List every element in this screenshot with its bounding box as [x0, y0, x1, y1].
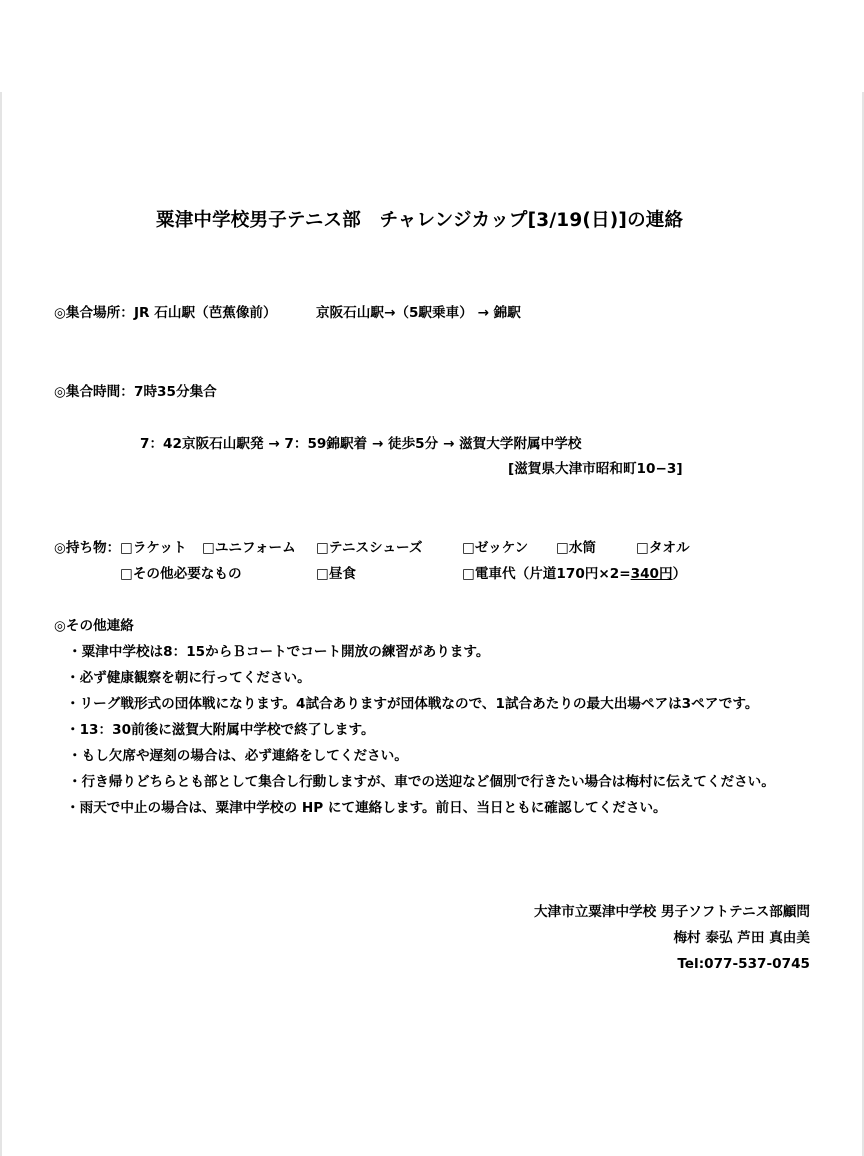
- notice-item: ・リーグ戦形式の団体戦になります。4試合ありますが団体戦なので、1試合あたりの最大出場ペアは3ペアです。: [66, 696, 759, 712]
- belonging-item: □その他必要なもの: [120, 566, 242, 582]
- train-fare-total: 340円: [630, 566, 673, 582]
- meeting-place-route: 京阪石山駅→（5駅乗車） → 錦駅: [316, 305, 521, 321]
- signature-school: 大津市立粟津中学校 男子ソフトテニス部顧問: [533, 904, 810, 920]
- train-fare-suffix: ）: [672, 566, 687, 582]
- meeting-schedule: 7：42京阪石山駅発 → 7：59錦駅着 → 徒歩5分 → 滋賀大学附属中学校: [140, 436, 582, 452]
- belonging-item: □ラケット: [120, 540, 187, 556]
- other-notices-label: ◎その他連絡: [54, 618, 134, 634]
- signature-advisors: 梅村 泰弘 芦田 真由美: [673, 930, 810, 946]
- belonging-item: □タオル: [636, 540, 690, 556]
- belonging-item: □水筒: [556, 540, 597, 556]
- belongings-label: ◎持ち物：: [54, 540, 121, 556]
- meeting-time-value: 7時35分集合: [134, 384, 217, 400]
- belonging-item: □ユニフォーム: [202, 540, 296, 556]
- notice-item: ・行き帰りどちらとも部として集合し行動しますが、車での送迎など個別で行きたい場合は梅村に伝えてください。: [68, 774, 775, 790]
- train-fare-item: [462, 568, 686, 582]
- notice-item: ・必ず健康観察を朝に行ってください。: [66, 670, 311, 686]
- notice-item: ・13：30前後に滋賀大附属中学校で終了します。: [66, 722, 375, 738]
- meeting-place-value: JR 石山駅（芭蕉像前）: [134, 305, 277, 321]
- notice-item: ・雨天で中止の場合は、粟津中学校の HP にて連絡します。前日、当日ともに確認してください。: [66, 800, 667, 816]
- page-left-edge: [0, 92, 2, 1156]
- meeting-time-label: ◎集合時間：: [54, 384, 134, 400]
- belonging-item: □テニスシューズ: [316, 540, 423, 556]
- train-fare-prefix: □電車代（片道170円×2=: [462, 566, 631, 582]
- signature-tel: Tel:077-537-0745: [677, 956, 810, 972]
- notice-item: ・もし欠席や遅刻の場合は、必ず連絡をしてください。: [68, 748, 408, 764]
- notice-item: ・粟津中学校は8：15からＢコートでコート開放の練習があります。: [68, 644, 490, 660]
- meeting-place-label: ◎集合場所：: [54, 305, 134, 321]
- belonging-item: □ゼッケン: [462, 540, 529, 556]
- belonging-item: □昼食: [316, 566, 357, 582]
- document-title: 粟津中学校男子テニス部 チャレンジカップ[3/19(日)]の連絡: [156, 210, 684, 231]
- venue-address: [滋賀県大津市昭和町10−3]: [508, 461, 683, 477]
